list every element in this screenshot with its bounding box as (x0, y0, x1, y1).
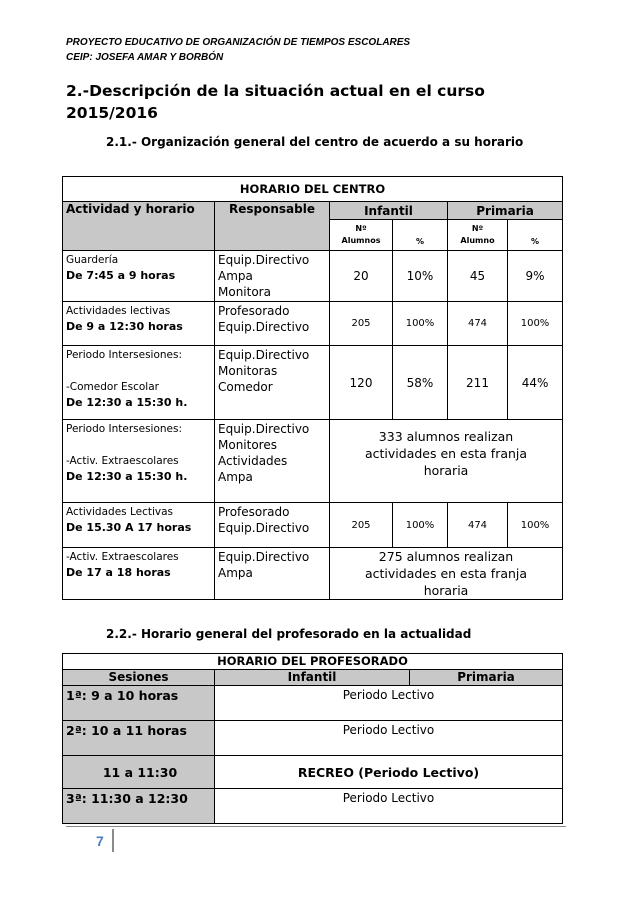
col-header-sesiones: Sesiones (63, 670, 215, 686)
table-row (63, 251, 563, 302)
actividad-cell: -Activ. Extraescolares De 17 a 18 horas (63, 548, 215, 600)
pct-infantil-cell: 58% (393, 346, 448, 420)
col-header-infantil: Infantil (215, 670, 410, 686)
col-header-primaria: Primaria (448, 202, 563, 220)
sesion-cell: 2ª: 10 a 11 horas (63, 721, 215, 756)
n-infantil-cell: 205 (330, 302, 393, 346)
subsection-title-profesorado: 2.2.- Horario general del profesorado en la actualidad (106, 627, 472, 641)
responsable-cell: Profesorado Equip.Directivo (215, 503, 330, 548)
n-infantil-cell: 20 (330, 251, 393, 302)
responsable-cell: Equip.Directivo Monitoras Comedor (215, 346, 330, 420)
header-line-project: PROYECTO EDUCATIVO DE ORGANIZACIÓN DE TIEMPOS ESCOLARES (66, 37, 411, 48)
running-header (66, 35, 410, 65)
col-header-n-alumno: Nº Alumno (448, 220, 508, 251)
footer-rule (66, 826, 566, 827)
responsable-cell: Profesorado Equip.Directivo (215, 302, 330, 346)
n-primaria-cell: 45 (448, 251, 508, 302)
responsable-cell: Equip.Directivo Ampa (215, 548, 330, 600)
page-number: 7 (96, 833, 104, 849)
pct-primaria-cell: 100% (508, 503, 563, 548)
section-title: 2.-Descripción de la situación actual en el curso 2015/2016 (66, 82, 485, 122)
sesion-cell: 1ª: 9 a 10 horas (63, 686, 215, 721)
horario-profesorado-table (62, 653, 563, 824)
subsection-title-organizacion: 2.1.- Organización general del centro de acuerdo a su horario (106, 135, 524, 149)
horario-centro-table (62, 176, 563, 600)
table-row (63, 756, 563, 789)
recreo-cell: RECREO (Periodo Lectivo) (215, 756, 563, 789)
pct-primaria-cell: 44% (508, 346, 563, 420)
pct-infantil-cell: 100% (393, 302, 448, 346)
n-primaria-cell: 211 (448, 346, 508, 420)
n-primaria-cell: 474 (448, 302, 508, 346)
pct-infantil-cell: 10% (393, 251, 448, 302)
actividad-cell: Periodo Intersesiones: -Activ. Extraescolares De 12:30 a 15:30 h. (63, 420, 215, 503)
col-header-responsable: Responsable (215, 202, 330, 251)
alumnos-summary-cell: 333 alumnos realizan actividades en esta franja horaria (330, 420, 563, 503)
footer-divider (112, 829, 114, 852)
periodo-cell: Periodo Lectivo (215, 789, 563, 824)
actividad-cell: Actividades lectivas De 9 a 12:30 horas (63, 302, 215, 346)
sesion-cell: 11 a 11:30 (63, 756, 215, 789)
table-row (63, 686, 563, 721)
alumnos-summary-cell: 275 alumnos realizan actividades en esta franja horaria (330, 548, 563, 600)
table-row (63, 548, 563, 600)
actividad-cell: Actividades Lectivas De 15.30 A 17 horas (63, 503, 215, 548)
n-primaria-cell: 474 (448, 503, 508, 548)
responsable-cell: Equip.Directivo Ampa Monitora (215, 251, 330, 302)
col-header-pct-primaria: % (508, 220, 563, 251)
table-title: HORARIO DEL PROFESORADO (63, 654, 563, 670)
header-line-school: CEIP: JOSEFA AMAR Y BORBÓN (66, 52, 224, 63)
col-header-infantil: Infantil (330, 202, 448, 220)
table-row (63, 346, 563, 420)
table-title: HORARIO DEL CENTRO (63, 177, 563, 202)
table-row (63, 503, 563, 548)
pct-primaria-cell: 100% (508, 302, 563, 346)
col-header-n-alumnos: Nº Alumnos (330, 220, 393, 251)
pct-infantil-cell: 100% (393, 503, 448, 548)
table-row (63, 721, 563, 756)
table-row (63, 302, 563, 346)
col-header-pct-infantil: % (393, 220, 448, 251)
table-row (63, 420, 563, 503)
responsable-cell: Equip.Directivo Monitores Actividades Ampa (215, 420, 330, 503)
sesion-cell: 3ª: 11:30 a 12:30 (63, 789, 215, 824)
periodo-cell: Periodo Lectivo (215, 686, 563, 721)
actividad-cell: Guardería De 7:45 a 9 horas (63, 251, 215, 302)
n-infantil-cell: 205 (330, 503, 393, 548)
col-header-primaria: Primaria (410, 670, 563, 686)
table-row (63, 789, 563, 824)
periodo-cell: Periodo Lectivo (215, 721, 563, 756)
n-infantil-cell: 120 (330, 346, 393, 420)
pct-primaria-cell: 9% (508, 251, 563, 302)
col-header-actividad: Actividad y horario (63, 202, 215, 251)
actividad-cell: Periodo Intersesiones: -Comedor Escolar De 12:30 a 15:30 h. (63, 346, 215, 420)
